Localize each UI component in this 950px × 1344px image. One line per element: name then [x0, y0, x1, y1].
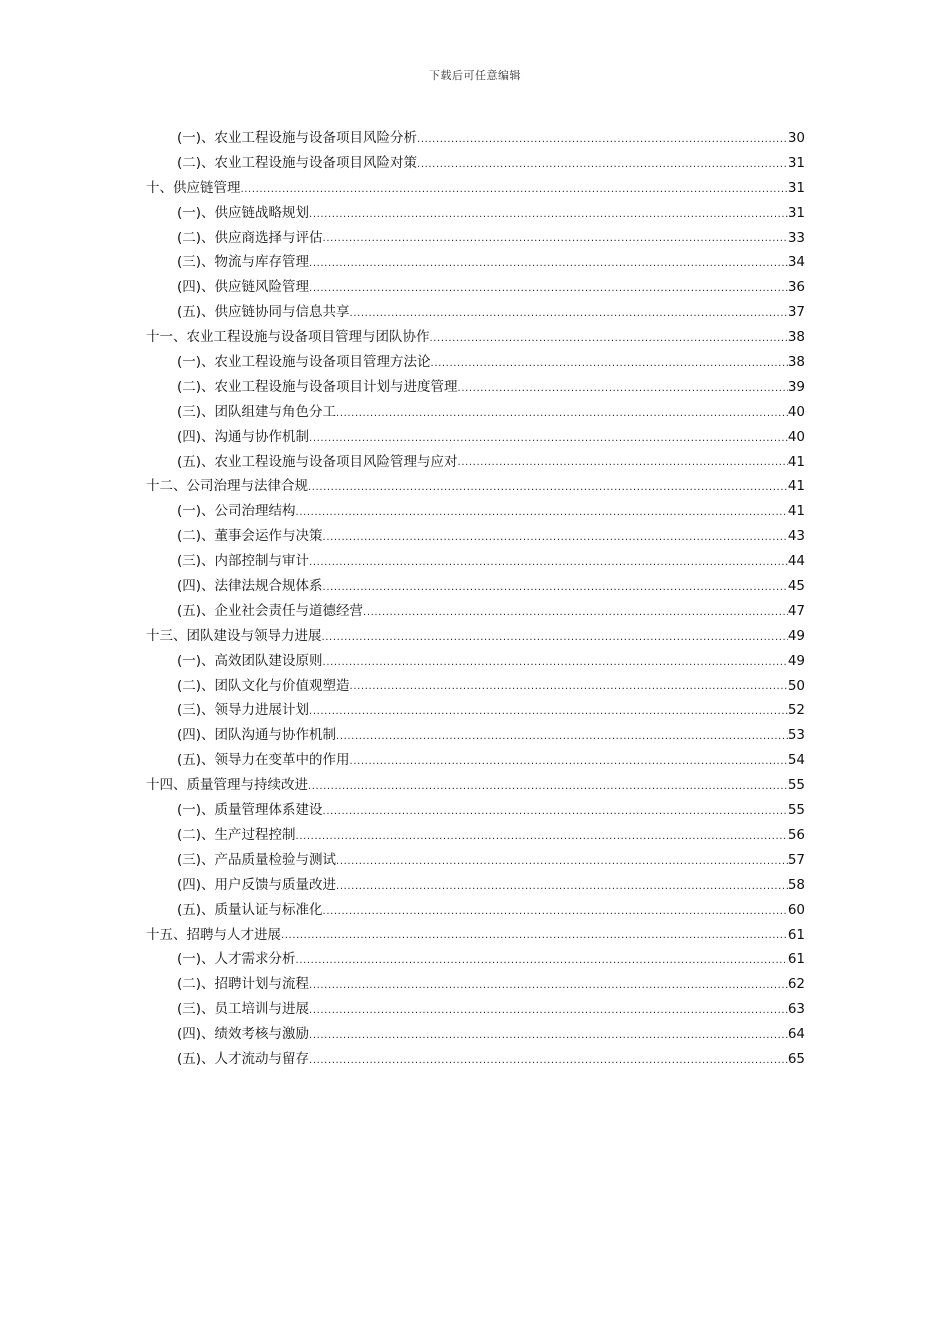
- toc-page-number: 44: [787, 553, 805, 570]
- toc-page-number: 54: [787, 752, 805, 769]
- toc-page-number: 61: [787, 926, 805, 943]
- toc-entry-title: (四)、供应链风险管理: [177, 279, 310, 296]
- toc-page-number: 31: [787, 179, 805, 196]
- toc-page-number: 49: [787, 627, 805, 644]
- toc-entry-title: (三)、产品质量检验与测试: [177, 851, 337, 868]
- toc-entry-title: 十一、农业工程设施与设备项目管理与团队协作: [146, 329, 430, 346]
- toc-section-entry[interactable]: [177, 997, 805, 1022]
- toc-entry-title: (五)、质量认证与标准化: [177, 901, 323, 918]
- toc-entry-title: (三)、员工培训与进展: [177, 1001, 310, 1018]
- toc-section-entry[interactable]: [177, 375, 805, 400]
- toc-page-number: 40: [787, 428, 805, 445]
- toc-page-number: 34: [787, 254, 805, 271]
- toc-entry-title: (三)、物流与库存管理: [177, 254, 310, 271]
- toc-section-entry[interactable]: [177, 275, 805, 300]
- toc-entry-title: (一)、人才需求分析: [177, 951, 296, 968]
- toc-section-entry[interactable]: [177, 574, 805, 599]
- toc-entry-title: (一)、高效团队建设原则: [177, 652, 323, 669]
- toc-entry-title: (二)、农业工程设施与设备项目计划与进度管理: [177, 378, 458, 395]
- toc-entry-title: (三)、内部控制与审计: [177, 553, 310, 570]
- toc-dot-leader: [309, 201, 788, 226]
- toc-dot-leader: [309, 1047, 788, 1072]
- toc-entry-title: (二)、招聘计划与流程: [177, 976, 310, 993]
- toc-section-entry[interactable]: [177, 201, 805, 226]
- toc-dot-leader: [323, 649, 788, 674]
- toc-page-number: 47: [787, 602, 805, 619]
- toc-page-number: 62: [787, 976, 805, 993]
- toc-dot-leader: [431, 350, 788, 375]
- toc-page-number: 60: [787, 901, 805, 918]
- toc-dot-leader: [309, 972, 788, 997]
- toc-page-number: 50: [787, 677, 805, 694]
- toc-section-entry[interactable]: [177, 798, 805, 823]
- toc-entry-title: (二)、团队文化与价值观塑造: [177, 677, 350, 694]
- toc-section-entry[interactable]: [177, 151, 805, 176]
- toc-page-number: 31: [787, 204, 805, 221]
- toc-dot-leader: [323, 226, 788, 251]
- toc-page-number: 63: [787, 1001, 805, 1018]
- toc-section-entry[interactable]: [177, 599, 805, 624]
- toc-page-number: 36: [787, 279, 805, 296]
- toc-page-number: 41: [787, 503, 805, 520]
- toc-dot-leader: [323, 524, 788, 549]
- toc-page-number: 58: [787, 876, 805, 893]
- toc-entry-title: (四)、用户反馈与质量改进: [177, 876, 337, 893]
- toc-section-entry[interactable]: [177, 400, 805, 425]
- toc-section-entry[interactable]: [177, 450, 805, 475]
- toc-entry-title: 十三、团队建设与领导力进展: [146, 627, 322, 644]
- toc-entry-title: (二)、生产过程控制: [177, 826, 296, 843]
- toc-chapter-entry[interactable]: [146, 474, 805, 499]
- toc-dot-leader: [309, 997, 788, 1022]
- toc-dot-leader: [336, 400, 788, 425]
- toc-entry-title: (五)、农业工程设施与设备项目风险管理与应对: [177, 453, 458, 470]
- toc-entry-title: (四)、法律法规合规体系: [177, 578, 323, 595]
- toc-entry-title: (四)、团队沟通与协作机制: [177, 727, 337, 744]
- toc-chapter-entry[interactable]: [146, 325, 805, 350]
- toc-dot-leader: [323, 574, 788, 599]
- toc-chapter-entry[interactable]: [146, 923, 805, 948]
- toc-dot-leader: [430, 325, 788, 350]
- toc-page-number: 45: [787, 578, 805, 595]
- toc-dot-leader: [309, 250, 788, 275]
- toc-chapter-entry[interactable]: [146, 624, 805, 649]
- toc-page-number: 65: [787, 1050, 805, 1067]
- toc-section-entry[interactable]: [177, 698, 805, 723]
- toc-section-entry[interactable]: [177, 499, 805, 524]
- toc-section-entry[interactable]: [177, 425, 805, 450]
- toc-entry-title: (二)、供应商选择与评估: [177, 229, 323, 246]
- toc-dot-leader: [281, 923, 788, 948]
- toc-page-number: 31: [787, 154, 805, 171]
- toc-entry-title: (一)、公司治理结构: [177, 503, 296, 520]
- toc-dot-leader: [308, 773, 788, 798]
- toc-dot-leader: [336, 848, 788, 873]
- toc-section-entry[interactable]: [177, 649, 805, 674]
- toc-section-entry[interactable]: [177, 947, 805, 972]
- toc-page-number: 40: [787, 403, 805, 420]
- toc-dot-leader: [417, 151, 788, 176]
- toc-section-entry[interactable]: [177, 972, 805, 997]
- toc-dot-leader: [296, 823, 788, 848]
- toc-page-number: 61: [787, 951, 805, 968]
- toc-page-number: 53: [787, 727, 805, 744]
- toc-entry-title: 十二、公司治理与法律合规: [146, 478, 308, 495]
- toc-entry-title: (二)、农业工程设施与设备项目风险对策: [177, 154, 418, 171]
- toc-entry-title: (四)、绩效考核与激励: [177, 1026, 310, 1043]
- toc-section-entry[interactable]: [177, 549, 805, 574]
- toc-page-number: 38: [787, 354, 805, 371]
- toc-page-number: 64: [787, 1026, 805, 1043]
- toc-page-number: 52: [787, 702, 805, 719]
- toc-entry-title: (二)、董事会运作与决策: [177, 528, 323, 545]
- toc-entry-title: (五)、人才流动与留存: [177, 1050, 310, 1067]
- toc-chapter-entry[interactable]: [146, 176, 805, 201]
- toc-entry-title: (一)、农业工程设施与设备项目管理方法论: [177, 354, 431, 371]
- toc-entry-title: (一)、供应链战略规划: [177, 204, 310, 221]
- toc-dot-leader: [350, 748, 788, 773]
- toc-section-entry[interactable]: [177, 126, 805, 151]
- toc-entry-title: (三)、领导力进展计划: [177, 702, 310, 719]
- toc-page-number: 41: [787, 453, 805, 470]
- toc-entry-title: 十五、招聘与人才进展: [146, 926, 281, 943]
- toc-chapter-entry[interactable]: [146, 773, 805, 798]
- toc-dot-leader: [309, 1022, 788, 1047]
- toc-dot-leader: [241, 176, 788, 201]
- page-header: 下载后可任意编辑: [429, 69, 521, 82]
- toc-dot-leader: [322, 624, 788, 649]
- toc-dot-leader: [309, 549, 788, 574]
- toc-entry-title: (五)、供应链协同与信息共享: [177, 304, 350, 321]
- toc-dot-leader: [458, 375, 788, 400]
- toc-entry-title: (三)、团队组建与角色分工: [177, 403, 337, 420]
- toc-page-number: 56: [787, 826, 805, 843]
- toc-dot-leader: [309, 275, 788, 300]
- toc-entry-title: (四)、沟通与协作机制: [177, 428, 310, 445]
- toc-dot-leader: [350, 300, 788, 325]
- toc-section-entry[interactable]: [177, 823, 805, 848]
- toc-dot-leader: [336, 723, 788, 748]
- toc-section-entry[interactable]: [177, 898, 805, 923]
- toc-dot-leader: [296, 499, 788, 524]
- toc-entry-title: 十四、质量管理与持续改进: [146, 777, 308, 794]
- toc-page-number: 33: [787, 229, 805, 246]
- toc-section-entry[interactable]: [177, 250, 805, 275]
- toc-section-entry[interactable]: [177, 226, 805, 251]
- toc-section-entry[interactable]: [177, 748, 805, 773]
- toc-entry-title: (一)、质量管理体系建设: [177, 802, 323, 819]
- toc-dot-leader: [323, 798, 788, 823]
- toc-section-entry[interactable]: [177, 674, 805, 699]
- toc-page-number: 57: [787, 851, 805, 868]
- toc-section-entry[interactable]: [177, 1022, 805, 1047]
- toc-section-entry[interactable]: [177, 873, 805, 898]
- toc-page-number: 49: [787, 652, 805, 669]
- toc-dot-leader: [417, 126, 788, 151]
- toc-page-number: 55: [787, 777, 805, 794]
- toc-page-number: 39: [787, 378, 805, 395]
- toc-page-number: 43: [787, 528, 805, 545]
- toc-section-entry[interactable]: [177, 848, 805, 873]
- toc-section-entry[interactable]: [177, 350, 805, 375]
- toc-dot-leader: [309, 425, 788, 450]
- toc-dot-leader: [350, 674, 788, 699]
- toc-section-entry[interactable]: [177, 1047, 805, 1072]
- toc-dot-leader: [309, 698, 788, 723]
- toc-page-number: 30: [787, 130, 805, 146]
- toc-page-number: 38: [787, 329, 805, 346]
- toc-section-entry[interactable]: [177, 723, 805, 748]
- toc-entry-title: (五)、企业社会责任与道德经营: [177, 602, 364, 619]
- toc-entry-title: (五)、领导力在变革中的作用: [177, 752, 350, 769]
- toc-section-entry[interactable]: [177, 524, 805, 549]
- table-of-contents: [0, 126, 950, 1072]
- toc-dot-leader: [458, 450, 788, 475]
- toc-dot-leader: [308, 474, 788, 499]
- toc-page-number: 41: [787, 478, 805, 495]
- toc-page-number: 37: [787, 304, 805, 321]
- toc-entry-title: (一)、农业工程设施与设备项目风险分析: [177, 130, 418, 146]
- toc-dot-leader: [323, 898, 788, 923]
- toc-entry-title: 十、供应链管理: [146, 179, 241, 196]
- toc-dot-leader: [296, 947, 788, 972]
- toc-section-entry[interactable]: [177, 300, 805, 325]
- toc-dot-leader: [336, 873, 788, 898]
- toc-page-number: 55: [787, 802, 805, 819]
- toc-dot-leader: [363, 599, 788, 624]
